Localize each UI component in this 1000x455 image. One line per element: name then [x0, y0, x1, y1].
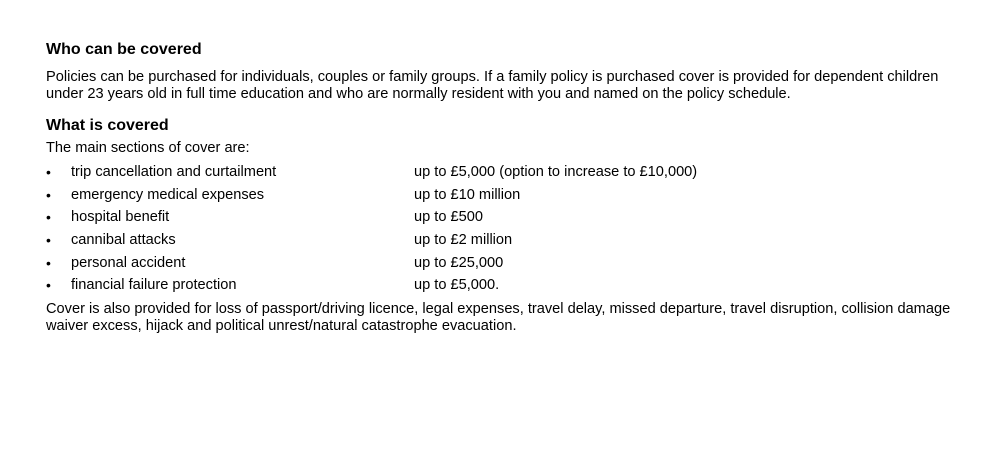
- cover-item-value: up to £5,000 (option to increase to £10,000): [414, 164, 698, 181]
- list-item: [46, 229, 976, 252]
- section-footer-what-is-covered: Cover is also provided for loss of passport/driving licence, legal expenses, travel delay, missed departure, travel disruption, collision damage waiver excess, hijack and political unrest/natural catastrophe evacuation.: [46, 300, 951, 334]
- cover-item-label: emergency medical expenses: [71, 186, 265, 203]
- bullet-icon: •: [46, 277, 51, 294]
- document-page: [46, 40, 976, 335]
- cover-item-value: up to £2 million: [414, 232, 513, 249]
- section-heading-who-can-be-covered: Who can be covered: [46, 41, 202, 58]
- section-intro-what-is-covered: The main sections of cover are:: [46, 140, 250, 156]
- bullet-icon: •: [46, 186, 51, 203]
- bullet-icon: •: [46, 164, 51, 181]
- bullet-icon: •: [46, 232, 51, 249]
- bullet-icon: •: [46, 209, 51, 226]
- bullet-icon: •: [46, 254, 51, 271]
- cover-item-label: hospital benefit: [71, 209, 170, 226]
- list-item: [46, 274, 976, 297]
- cover-list: [46, 161, 976, 297]
- cover-item-value: up to £25,000: [414, 254, 504, 271]
- cover-item-label: cannibal attacks: [71, 232, 176, 249]
- section-heading-what-is-covered: What is covered: [46, 117, 169, 134]
- cover-item-label: trip cancellation and curtailment: [71, 164, 277, 181]
- cover-item-label: financial failure protection: [71, 277, 237, 294]
- cover-item-label: personal accident: [71, 254, 186, 271]
- list-item: [46, 206, 976, 229]
- section-body-who-can-be-covered: Policies can be purchased for individuals, couples or family groups. If a family policy is purchased cover is provided for dependent children under 23 years old in full time education and who are normally resident with you and named on the policy schedule.: [46, 69, 939, 102]
- list-item: [46, 184, 976, 207]
- list-item: [46, 161, 976, 184]
- cover-item-value: up to £500: [414, 209, 483, 226]
- cover-item-value: up to £5,000.: [414, 277, 500, 294]
- list-item: [46, 251, 976, 274]
- cover-item-value: up to £10 million: [414, 186, 521, 203]
